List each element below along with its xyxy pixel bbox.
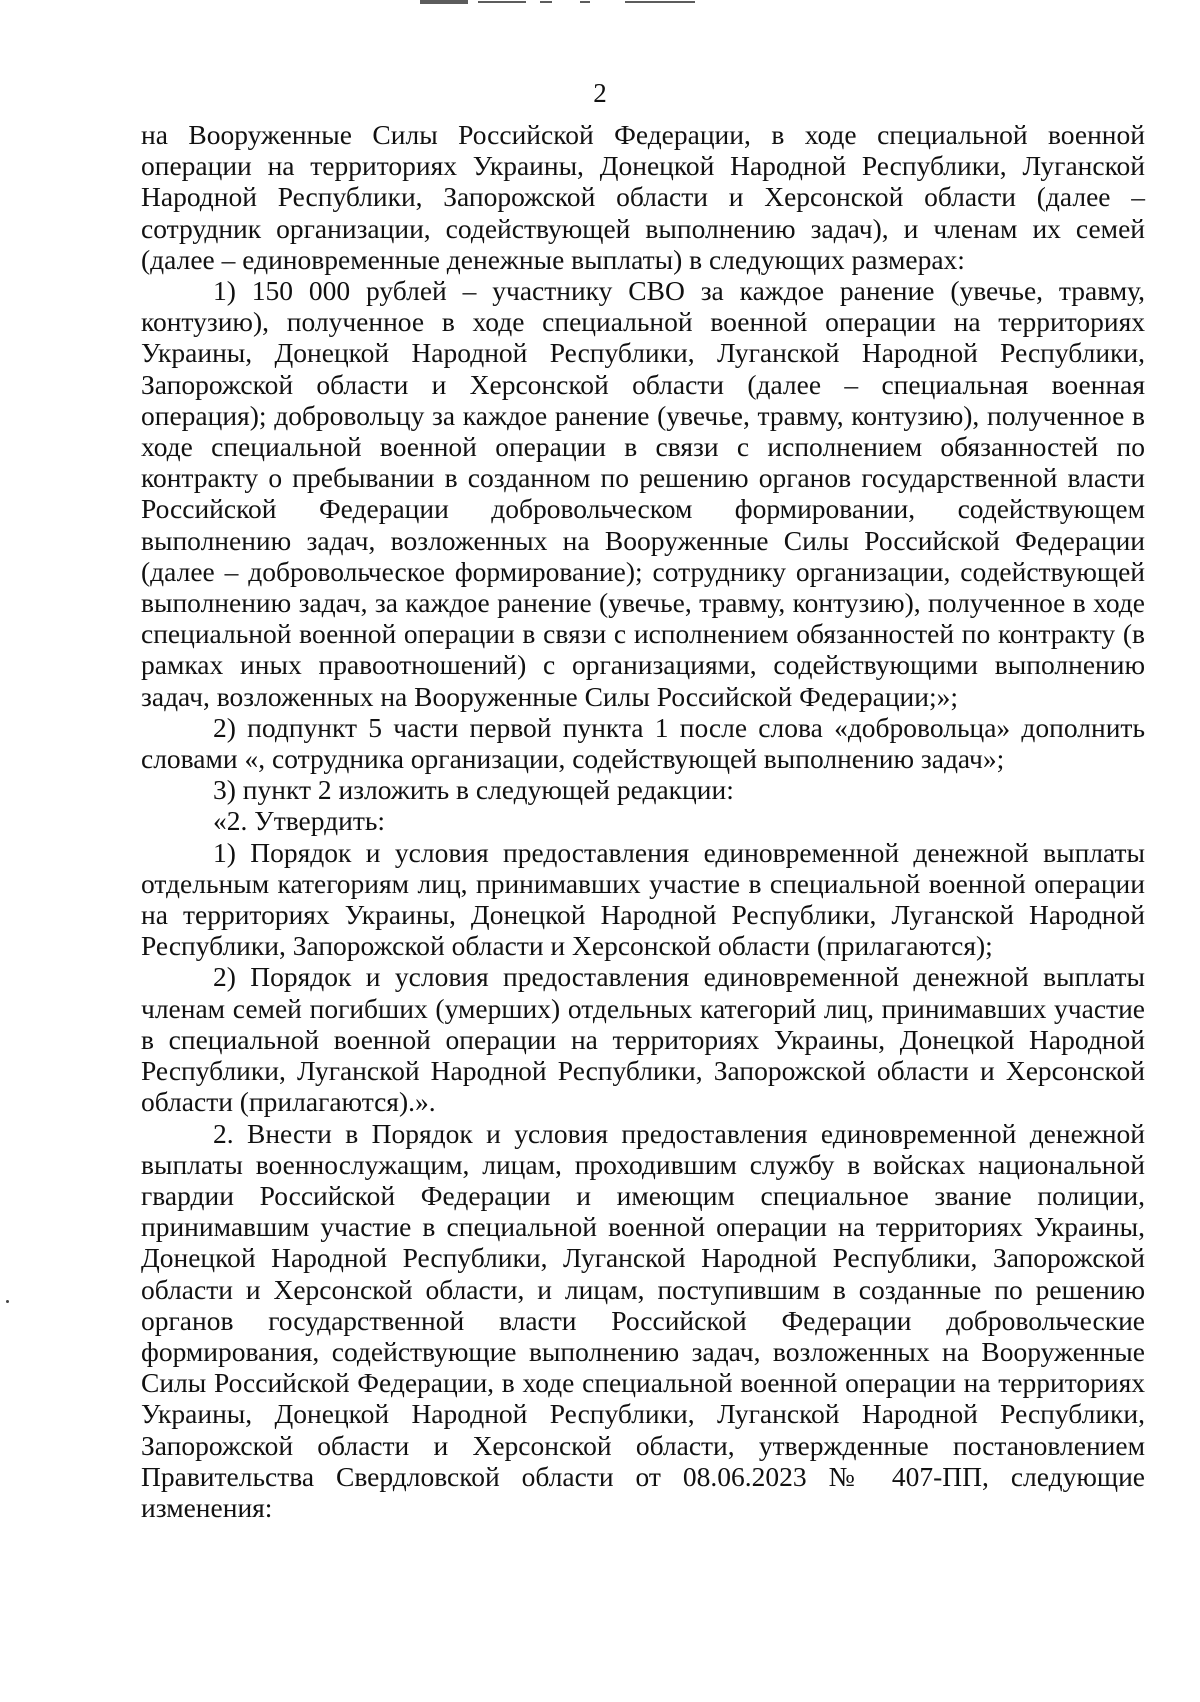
paragraph-continuation: на Вооруженные Силы Российской Федерации, в ходе специальной военной операции на территориях Украины, Донецкой Народной Республики, Луганской Народной Республики, Запорожской области и Херсонской области (далее – сотрудник организации, содействующей выполнению задач), и членам их семей (далее – единовременные денежные выплаты) в следующих размерах: xyxy=(141,119,1145,275)
paragraph-approve-2: 2) Порядок и условия предоставления единовременной денежной выплаты членам семей погибших (умерших) отдельных категорий лиц, принимавших участие в специальной военной операции на территориях Украины, Донецкой Народной Республики, Луганской Народной Республики, Запорожской области и Херсонской области (прилагаются).». xyxy=(141,961,1145,1118)
paragraph-approve-1: 1) Порядок и условия предоставления единовременной денежной выплаты отдельным категориям лиц, принимавших участие в специальной военной операции на территориях Украины, Донецкой Народной Республики, Луганской Народной Республики, Запорожской области и Херсонской области (прилагаются); xyxy=(141,836,1145,962)
paragraph-item-3: 3) пункт 2 изложить в следующей редакции: xyxy=(213,774,734,806)
scan-speck xyxy=(6,1300,9,1303)
paragraph-item-1: 1) 150 000 рублей – участнику СВО за каждое ранение (увечье, травму, контузию), полученное в ходе специальной военной операции на территориях Украины, Донецкой Народной Республики, Луганской Народной Республики, Запорожской области и Херсонской области (далее – специальная военная операция); добровольцу за каждое ранение (увечье, травму, контузию), полученное в ходе специальной военной операции в связи с исполнением обязанностей по контракту о пребывании в созданном по решению органов государственной власти Российской Федерации добровольческом формировании, содействующем выполнению задач, возложенных на Вооруженные Силы Российской Федерации (далее – добровольческое формирование); сотруднику организации, содействующей выполнению задач, за каждое ранение (увечье, травму, контузию), полученное в ходе специальной военной операции в связи с исполнением обязанностей по контракту (в рамках иных правоотношений) с организациями, содействующими выполнению задач, возложенных на Вооруженные Силы Российской Федерации;»; xyxy=(141,275,1145,712)
scan-artifact xyxy=(625,1,695,3)
paragraph-section-2: 2. Внести в Порядок и условия предоставления единовременной денежной выплаты военнослужащим, лицам, проходившим службу в войсках национальной гвардии Российской Федерации и имеющим специальное звание полиции, принимавшим участие в специальной военной операции на территориях Украины, Донецкой Народной Республики, Луганской Народной Республики, Запорожской области и Херсонской области, и лицам, поступившим в созданные по решению органов государственной власти Российской Федерации добровольческие формирования, содействующие выполнению задач, возложенных на Вооруженные Силы Российской Федерации, в ходе специальной военной операции на территориях Украины, Донецкой Народной Республики, Луганской Народной Республики, Запорожской области и Херсонской области, утвержденные постановлением Правительства Свердловской области от 08.06.2023 № 407-ПП, следующие изменения: xyxy=(141,1117,1145,1523)
document-body xyxy=(141,119,1145,1523)
page-number: 2 xyxy=(593,78,607,108)
paragraph-approve: «2. Утвердить: xyxy=(213,805,386,837)
paragraph-item-2: 2) подпункт 5 части первой пункта 1 после слова «добровольца» дополнить словами «, сотрудника организации, содействующей выполнению задач»; xyxy=(141,711,1145,775)
scan-artifact xyxy=(540,1,552,3)
scan-artifact xyxy=(478,1,526,3)
scan-artifact xyxy=(580,1,590,3)
scan-artifact xyxy=(420,0,468,4)
